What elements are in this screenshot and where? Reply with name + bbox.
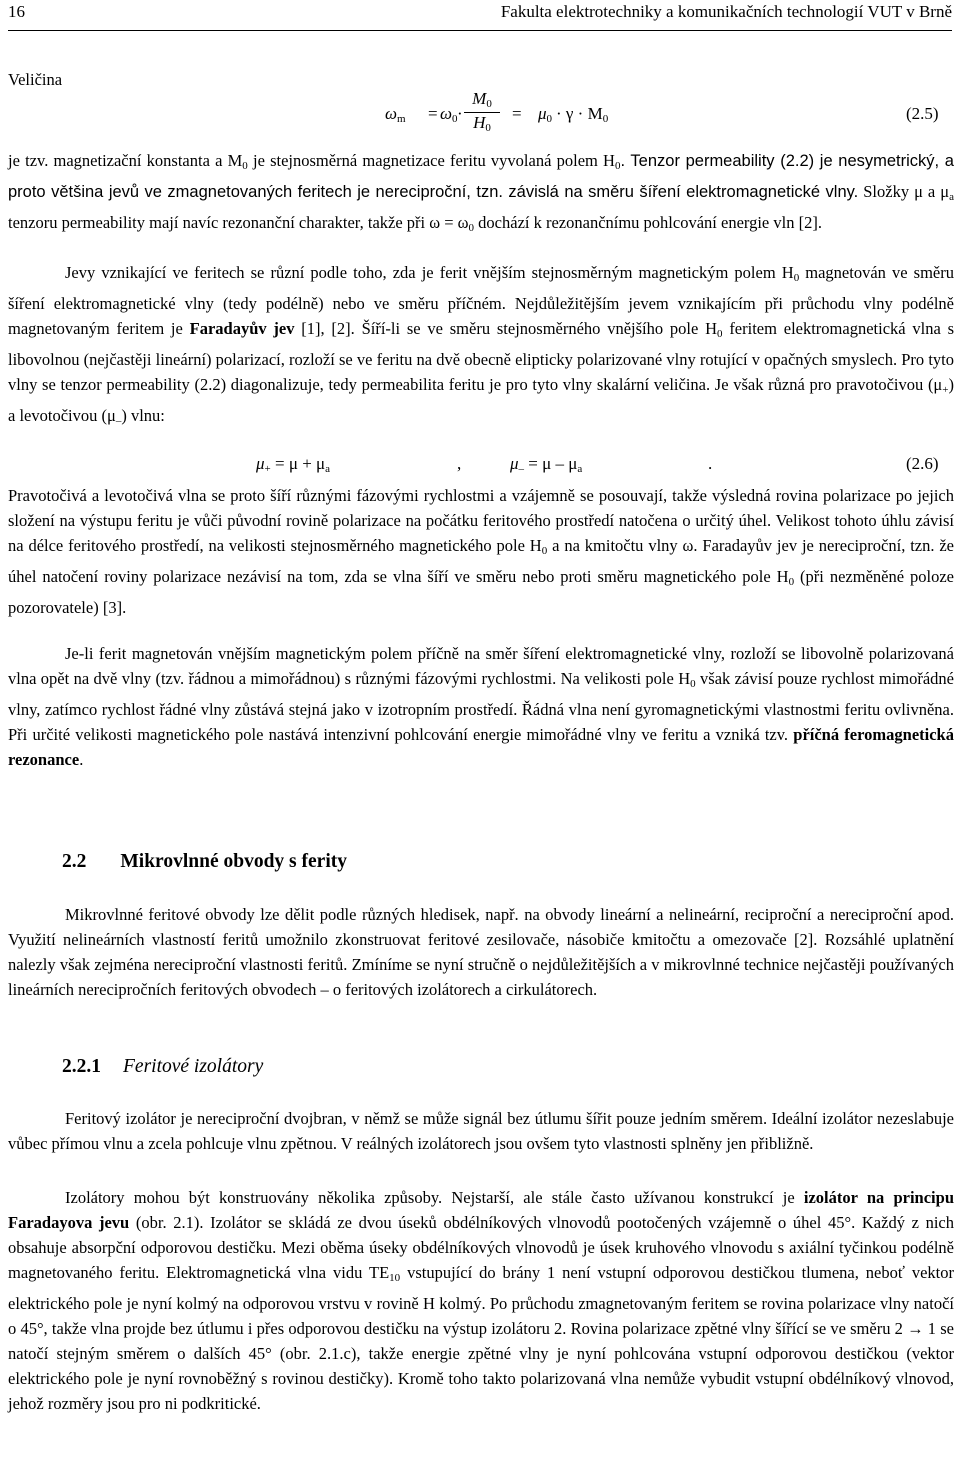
equation-label-2-6: (2.6) — [906, 454, 939, 473]
paragraph-6: Feritový izolátor je nereciproční dvojbran, v němž se může signál bez útlumu šířit pouze jedním směrem. Ideální izolátor nezeslabuje vůbec přímou vlnu a zcela pohlcuje vlnu zpětnou. V reálných izolátorech jsou ovšem tyto vlastnosti splněny jen přibližně. — [8, 1109, 954, 1153]
section-heading-2-2: 2.2 Mikrovlnné obvody s ferity — [62, 851, 347, 872]
paragraph-4: Je-li ferit magnetován vnějším magnetickým polem příčně na směr šíření elektromagnetické vlny, rozloží se libovolně polarizovaná vlna opět na dvě vlny (tzv. řádnou a mimořádnou) s různými fázovými rychlostmi. Na velikosti pole $H_0$ však závisí pouze rychlost mimořádné vlny, zatímco rychlost řádné vlny zůstává stejná jako v izotropním prostředí. Řádná vlna není gyromagnetickými vlastnostmi feritu ovlivněna. Při určité velikosti magnetického pole nastává intenzivní pohlcování energie mimořádné vlny ve feritu a vzniká tzv. příčná feromagnetická rezonance. — [8, 644, 954, 769]
paragraph-7: Izolátory mohou být konstruovány několika způsoby. Nejstarší, ale stále často užívanou konstrukcí je izolátor na principu Faradayova jevu (obr. 2.1). Izolátor se skládá ze dvou úseků obdélníkových vlnovodů pootočených vzájemně o úhel 45°. Každý z nich obsahuje absorpční odporovou destičku. Mezi oběma úseky obdélníkových vlnovodů je úsek kruhového vlnovodu s axiální tyčinkou podélně magnetovaného feritu. Elektromagnetická vlna vidu $TE_{10}$ vstupující do brány 1 není vstupní odporovou destičkou tlumena, neboť vektor elektrického pole je nyní kolmý na odporovou vrstvu v rovině H kolmý. Po průchodu zmagnetovaným feritem se rovina polarizace vlny natočí o 45°, takže vlna projde bez útlumu i přes odporovou destičku na výstup izolátoru 2. Rovina polarizace zpětné vlny šířící se ve směru 2 → 1 se natočí stejným směrem o dalších 45° (obr. 2.1.c), takže energie zpětné vlny je nyní pohlcována vstupní odporovou destičkou (vektor elektrického pole je nyní rovnoběžný s rovinou destičky). Kromě toho takto polarizovaná vlna nemůže vybudit vstupní obdélníkový vlnovod, jehož rozměry jsou pro ni podkritické. — [8, 1188, 954, 1413]
paragraph-2: Jevy vznikající ve feritech se různí podle toho, zda je ferit vnějším stejnosměrným magnetickým polem $H_0$ magnetován ve směru šíření elektromagnetické vlny (tedy podélně) nebo ve směru příčném. Nejdůležitějším jevem vznikajícím při průchodu vlny podélně magnetovaným feritem je Faradayův jev [1], [2]. Šíří-li se ve směru stejnosměrného vnějšího pole $H_0$ feritem elektromagnetická vlna s libovolnou (nejčastěji lineární) polarizací, rozloží se ve feritu na dvě obecně elipticky polarizované vlny rotující v opačných smyslech. Pro tyto vlny se tenzor permeability (2.2) diagonalizuje, tedy permeabilita feritu je pro tyto vlny skalární veličina. Je však různá pro pravotočivou $(\mu_+)$ a levotočivou $(\mu_-)$ vlnu: — [8, 263, 954, 427]
running-title: Fakulta elektrotechniky a komunikačních technologií VUT v Brně — [500, 2, 952, 21]
paragraph-1: je tzv. magnetizační konstanta a $M_0$ je stejnosměrná magnetizace feritu vyvolaná polem $H_0$. Tenzor permeability (2.2) je nesymetrický, a proto většina jevů ve zmagnetovaných feritech je nereciproční, tzn. závislá na směru šíření elektromagnetické vlny. Složky μ a $\mu_a$ tenzoru permeability mají navíc rezonanční charakter, takže při $\omega = \omega_0$ dochází k rezonančnímu pohlcování energie vln [2]. — [8, 151, 954, 234]
paragraph-5: Mikrovlnné feritové obvody lze dělit podle různých hledisek, např. na obvody lineární a nelineární, reciproční a nereciproční apod. Využití nelineárních vlastností feritů umožnilo zkonstruovat feritové zesilovače, násobiče kmitočtu a omezovače [2]. Rozsáhlé uplatnění nalezly však zejména nereciproční vlastnosti feritů. Zmíníme se nyní stručně o nejdůležitějších a v mikrovlnné technice nejčastěji používaných lineárních nerecipročních feritových obvodech – o feritových izolátorech a cirkulátorech. — [8, 905, 954, 999]
fraction-m0-h0: $M_0$ $H_0$ — [464, 89, 500, 136]
equation-label-2-5: (2.5) — [906, 104, 939, 123]
paragraph-3: Pravotočivá a levotočivá vlna se proto šíří různými fázovými rychlostmi a vzájemně se posouvají, takže výsledná rovina polarizace po jejich složení na výstupu feritu je vůči původní rovině polarizace na počátku feritového prostředí natočena o určitý úhel. Velikost tohoto úhlu závisí na délce feritového prostředí, na velikosti stejnosměrného magnetického pole $H_0$ a na kmitočtu vlny ω. Faradayův jev je nereciproční, tzn. že úhel natočení roviny polarizace nezávisí na tom, zda se vlna šíří ve směru nebo proti směru magnetického pole $H_0$ (při nezměněné poloze pozorovatele) [3]. — [8, 486, 955, 617]
paragraph-intro: Veličina — [8, 70, 63, 89]
subsection-heading-2-2-1: 2.2.1 Feritové izolátory — [62, 1056, 264, 1077]
document-page: 16 Fakulta elektrotechniky a komunikačních technologií VUT v Brně Veličina $\omega_m$ = $\omega_0$ · $M_0$ $H_0$ = $\mu_0$ · $\gamma \cdot M_0$ (2.5) je tzv. magnetizační konstanta a $M_0$ je stejnosměrná magnetizace feritu vyvolaná polem $H_0$. Tenzor permeability (2.2) je nesymetrický, a proto většina jevů ve zmagnetovaných feritech je nereciproční, tzn. závislá na směru šíření elektromagnetické vlny. Složky μ a $\mu_a$ tenzoru permeability mají navíc rezonanční charakter, takže při $\omega = \omega_0$ dochází k rezonančnímu pohlcování energie vln [2]. Jevy vznikající ve feritech se různí podle toho, zda je ferit vnějším stejnosměrným magnetickým polem $H_0$ magnetován ve směru šíření elektromagnetické vlny (tedy podélně) nebo ve směru příčném. Nejdůležitějším jevem vznikajícím při průchodu vlny podélně magnetovaným feritem je Faradayův jev [1], [2]. Šíří-li se ve směru stejnosměrného vnějšího pole $H_0$ feritem elektromagnetická vlna s libovolnou (nejčastěji lineární) polarizací, rozloží se ve feritu na dvě obecně elipticky polarizované vlny rotující v opačných smyslech. Pro tyto vlny se tenzor permeability (2.2) diagonalizuje, tedy permeabilita feritu je pro tyto vlny skalární veličina. Je však různá pro pravotočivou $(\mu_+)$ a levotočivou $(\mu_-)$ vlnu: $\mu_+ = \mu + \mu_a$ , $\mu_- = \mu - \mu_a$ . (2.6) Pravotočivá a levotočivá vlna se proto šíří různými fázovými rychlostmi a vzájemně se posouvají, takže výsledná rovina polarizace po jejich složení na výstupu feritu je vůči původní rovině polarizace na počátku feritového prostředí natočena o určitý úhel. Velikost tohoto úhlu závisí na délce feritového prostředí, na velikosti stejnosměrného magnetického pole $H_0$ a na kmitočtu vlny ω. Faradayův jev je nereciproční, tzn. že úhel natočení roviny polarizace nezávisí na tom, zda se vlna šíří ve směru nebo proti směru magnetického pole $H_0$ (při nezměněné poloze pozorovatele) [3]. Je-li ferit magnetován vnějším magnetickým polem příčně na směr šíření elektromagnetické vlny, rozloží se libovolně polarizovaná vlna opět na dvě vlny (tzv. řádnou a mimořádnou) s různými fázovými rychlostmi. Na velikosti pole $H_0$ však závisí pouze rychlost mimořádné vlny, zatímco rychlost řádné vlny zůstává stejná jako v izotropním prostředí. Řádná vlna není gyromagnetickými vlastnostmi feritu ovlivněna. Při určité velikosti magnetického pole nastává intenzivní pohlcování energie mimořádné vlny ve feritu a vzniká tzv. příčná feromagnetická rezonance. 2.2 Mikrovlnné obvody s ferity Mikrovlnné feritové obvody lze dělit podle různých hledisek, např. na obvody lineární a nelineární, reciproční a nereciproční apod. Využití nelineárních vlastností feritů umožnilo zkonstruovat feritové zesilovače, násobiče kmitočtu a omezovače [2]. Rozsáhlé uplatnění nalezly však zejména nereciproční vlastnosti feritů. Zmíníme se nyní stručně o nejdůležitějších a v mikrovlnné technice nejčastěji používaných lineárních nerecipročních feritových obvodech – o feritových izolátorech a cirkulátorech. 2.2.1 Feritové izolátory Feritový izolátor je nereciproční dvojbran, v němž se může signál bez útlumu šířit pouze jedním směrem. Ideální izolátor nezeslabuje vůbec přímou vlnu a zcela pohlcuje vlnu zpětnou. V reálných izolátorech jsou ovšem tyto vlastnosti splněny jen přibližně. Izolátory mohou být konstruovány několika způsoby. Nejstarší, ale stále často užívanou konstrukcí je izolátor na principu Faradayova jevu (obr. 2.1). Izolátor se skládá ze dvou úseků obdélníkových vlnovodů pootočených vzájemně o úhel 45°. Každý z nich obsahuje absorpční odporovou destičku. Mezi oběma úseky obdélníkových vlnovodů je úsek kruhového vlnovodu s axiální tyčinkou podélně magnetovaného feritu. Elektromagnetická vlna vidu $TE_{10}$ vstupující do brány 1 není vstupní odporovou destičkou tlumena, neboť vektor elektrického pole je nyní kolmý na odporovou vrstvu v rovině H kolmý. Po průchodu zmagnetovaným feritem se rovina polarizace vlny natočí o 45°, takže vlna projde bez útlumu i přes odporovou destičku na výstup izolátoru 2. Rovina polarizace zpětné vlny šířící se ve směru 2 → 1 se natočí stejným směrem o dalších 45° (obr. 2.1.c), takže energie zpětné vlny je nyní pohlcována vstupní odporovou destičkou (vektor elektrického pole je nyní rovnoběžný s rovinou destičky). Kromě toho takto polarizovaná vlna nemůže vybudit vstupní obdélníkový vlnovod, jehož rozměry jsou pro ni podkritické. — [0, 0, 960, 1467]
page-number: 16 — [8, 2, 25, 21]
page-header — [8, 0, 952, 31]
